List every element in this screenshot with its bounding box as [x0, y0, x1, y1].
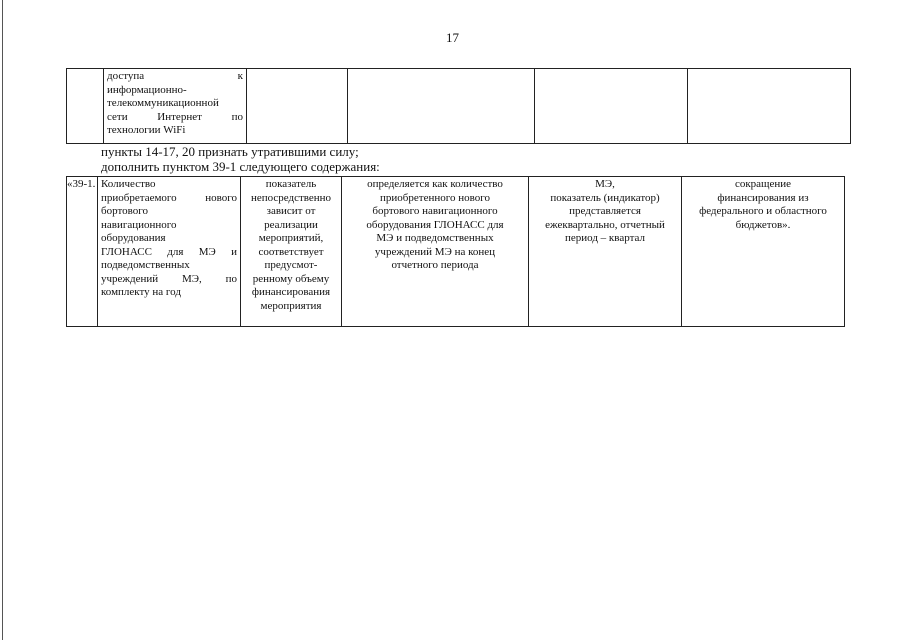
cell-text-line: представляется [569, 205, 641, 217]
cell-text-line: МЭ и подведомственных [376, 232, 494, 244]
cell-word: учреждений [101, 272, 159, 285]
cell-word: навигационного [101, 218, 177, 231]
top-table [66, 68, 851, 144]
periodicity-cell [529, 177, 682, 327]
indicator-name-cell [98, 177, 241, 327]
cell-text-line: бортового навигационного [372, 205, 498, 217]
cell-word: приобретаемого [101, 191, 177, 204]
cell-text-line [107, 111, 243, 125]
cell-word: нового [205, 191, 237, 204]
cell-text-line: ежеквартально, отчетный [545, 218, 665, 231]
cell-text-line [101, 273, 237, 287]
cell-text-line [101, 259, 237, 273]
instruction-line-add: дополнить пунктом 39-1 следующего содержания: [101, 159, 380, 174]
cell-word: подведомственных [101, 259, 190, 271]
cell-word: МЭ, [181, 272, 202, 285]
top-table-cell-empty [688, 69, 851, 144]
cell-word: бортового [101, 205, 148, 217]
cell-text-line: бюджетов». [735, 218, 791, 231]
cell-word: для [167, 245, 184, 258]
cell-text-line [101, 232, 237, 246]
top-table-cell-text [104, 69, 247, 144]
cell-text-line: мероприятий, [258, 232, 324, 244]
indicator-relation-cell [241, 177, 342, 327]
cell-text-line: отчетного периода [391, 259, 479, 271]
table-row [67, 69, 851, 144]
cell-text-line [101, 246, 237, 260]
cell-word: и [231, 245, 237, 258]
top-table-cell-number [67, 69, 104, 144]
cell-text-line: мероприятия [260, 299, 322, 312]
top-table-cell-empty [535, 69, 688, 144]
cell-text-line: финансирования [251, 286, 331, 298]
cell-word: Интернет [157, 110, 202, 123]
cell-word: сети [107, 110, 128, 123]
cell-text-line: МЭ, [595, 178, 615, 190]
cell-text-line: приобретенного нового [380, 191, 490, 204]
risk-factor-cell [682, 177, 845, 327]
cell-word: Количество [101, 178, 156, 190]
cell-text-line [107, 70, 243, 84]
page-number: 17 [446, 30, 459, 45]
cell-word: телекоммуникационной [107, 97, 219, 109]
cell-word: к [237, 70, 243, 82]
cell-text-line [107, 84, 243, 98]
cell-word: доступа [107, 70, 145, 82]
cell-text-line: соответствует [258, 245, 324, 258]
cell-text-line [101, 192, 237, 206]
cell-text-line: предусмот- [264, 259, 318, 271]
calculation-method-cell [342, 177, 529, 327]
cell-text-line [107, 124, 243, 138]
cell-text-line: период – квартал [565, 232, 645, 244]
cell-word: МЭ [198, 245, 216, 258]
cell-text-line: показатель [265, 178, 317, 190]
cell-text-line [101, 219, 237, 233]
cell-text-line [101, 178, 237, 192]
cell-word: комплекту на год [101, 286, 181, 298]
cell-word: оборудования [101, 232, 166, 244]
cell-word: информационно- [107, 83, 187, 96]
cell-word: ГЛОНАСС [101, 245, 152, 258]
cell-text-line: зависит от [266, 205, 316, 217]
page-edge [2, 0, 3, 640]
cell-word: по [225, 272, 237, 285]
cell-text-line [101, 286, 237, 300]
cell-text-line: оборудования ГЛОНАСС для [366, 218, 504, 231]
instruction-line-repeal: пункты 14-17, 20 признать утратившими силу; [101, 144, 359, 159]
cell-word: по [231, 110, 243, 123]
cell-text-line: учреждений МЭ на конец [374, 245, 496, 258]
cell-text-line [101, 205, 237, 219]
item-number: «39-1. [67, 177, 98, 327]
bottom-table [66, 176, 845, 327]
top-table-cell-empty [348, 69, 535, 144]
top-table-cell-empty [247, 69, 348, 144]
cell-word: технологии WiFi [107, 124, 186, 136]
cell-text-line: определяется как количество [367, 178, 503, 190]
cell-text-line: финансирования из [717, 191, 809, 204]
cell-text-line [107, 97, 243, 111]
cell-text-line: сокращение [734, 178, 792, 190]
cell-text-line: показатель (индикатор) [550, 191, 660, 204]
cell-text-line: федерального и областного [699, 205, 827, 217]
table-row [67, 177, 845, 327]
cell-text-line: реализации [264, 218, 318, 231]
cell-text-line: ренному объему [252, 272, 330, 285]
cell-text-line: непосредственно [250, 191, 332, 204]
